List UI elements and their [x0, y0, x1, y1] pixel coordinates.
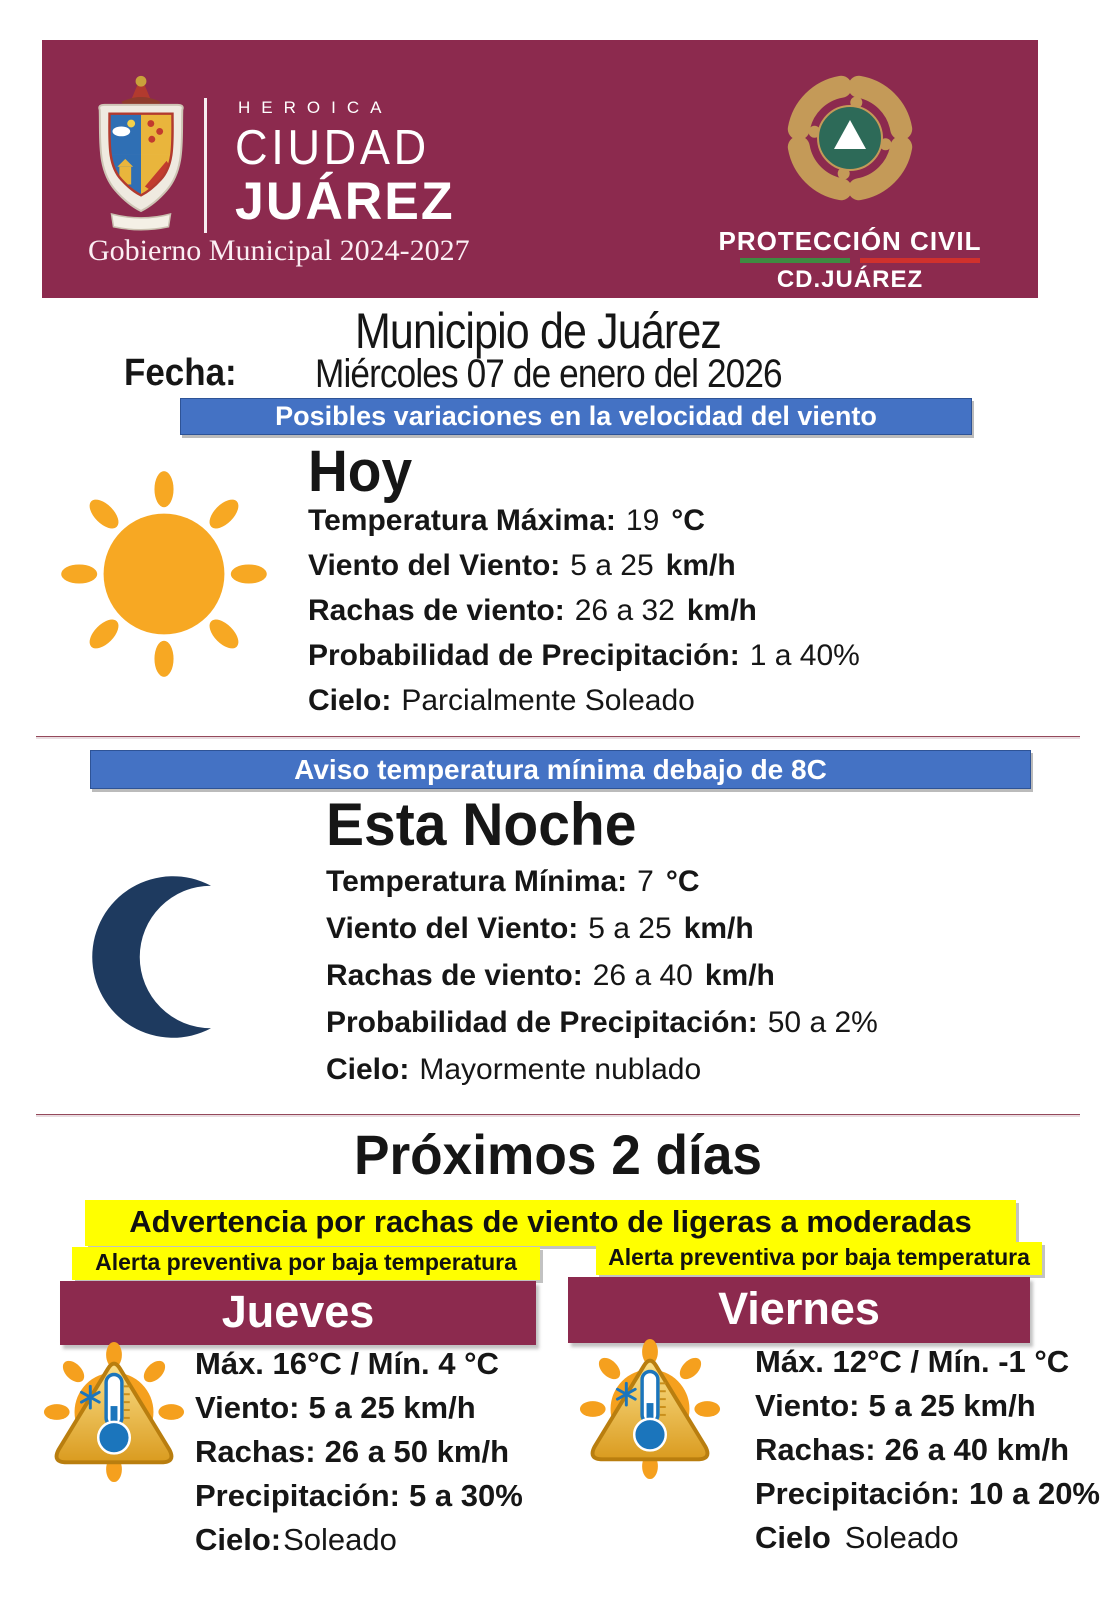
today-rows: [308, 498, 872, 723]
day-row: [755, 1384, 1100, 1428]
cold-alert-banner-viernes: Alerta preventiva por baja temperatura: [596, 1242, 1042, 1275]
gobierno-municipal-label: Gobierno Municipal 2024-2027: [88, 234, 470, 267]
pc-underline-red: [860, 258, 980, 263]
row-label: Cielo:: [326, 1053, 410, 1086]
row-label: Precipitación:: [195, 1478, 400, 1513]
row-unit: km/h: [686, 594, 757, 627]
cold-alert-sun-icon: [576, 1335, 724, 1483]
row-label: Rachas de viento:: [326, 959, 583, 992]
row-label: Cielo:: [308, 684, 392, 717]
row-value: 5 a 25 km/h: [308, 1390, 476, 1425]
row-label: Temperatura Mínima:: [326, 865, 628, 898]
min-temp-banner: Aviso temperatura mínima debajo de 8C: [90, 750, 1031, 789]
forecast-row: [326, 1046, 890, 1093]
forecast-row: [326, 858, 890, 905]
sun-icon: [58, 468, 270, 680]
row-value: Mayormente nublado: [419, 1053, 702, 1086]
row-value: 26 a 32: [574, 594, 675, 627]
row-label: Rachas:: [195, 1434, 316, 1469]
day-temp-row: Máx. 12°C / Mín. -1 °C: [755, 1344, 1070, 1379]
row-label: Rachas:: [755, 1432, 876, 1467]
day-header-jueves: Jueves: [60, 1281, 536, 1345]
row-value: Parcialmente Soleado: [401, 684, 695, 717]
tonight-rows: [326, 858, 890, 1093]
proteccion-civil-emblem-icon: [770, 58, 930, 218]
ciudad-label: CIUDAD: [235, 121, 430, 175]
cielo-row: [195, 1518, 523, 1562]
row-unit: °C: [671, 504, 705, 537]
forecast-row: [308, 633, 872, 678]
row-value: 7: [637, 865, 654, 898]
row-value: 50 a 2%: [767, 1006, 878, 1039]
row-label: Probabilidad de Precipitación:: [326, 1006, 758, 1039]
row-label: Viento:: [195, 1390, 300, 1425]
section-divider: [36, 1114, 1080, 1117]
day-row: [195, 1386, 523, 1430]
row-value: 5 a 30%: [409, 1478, 523, 1513]
row-label: Viento:: [755, 1388, 860, 1423]
day-column-jueves: [195, 1342, 523, 1562]
row-label: Cielo: [755, 1520, 831, 1555]
day-row: [755, 1428, 1100, 1472]
next-days-heading: Próximos 2 días: [353, 1123, 763, 1186]
tonight-heading: Esta Noche: [326, 791, 637, 858]
row-unit: km/h: [683, 912, 754, 945]
section-divider: [36, 736, 1080, 739]
row-value: 5 a 25: [570, 549, 654, 582]
row-value: 26 a 40: [592, 959, 693, 992]
row-unit: km/h: [665, 549, 736, 582]
row-label: Probabilidad de Precipitación:: [308, 639, 740, 672]
row-label: Temperatura Máxima:: [308, 504, 616, 537]
day-row: [195, 1430, 523, 1474]
row-label: Rachas de viento:: [308, 594, 565, 627]
forecast-row: [308, 498, 872, 543]
row-label: Cielo:: [195, 1522, 282, 1557]
wind-variation-banner: Posibles variaciones en la velocidad del viento: [180, 398, 972, 435]
juarez-label: JUÁREZ: [235, 172, 455, 231]
moon-icon: [78, 862, 268, 1052]
pc-title: PROTECCIÓN CIVIL: [718, 226, 982, 256]
row-value: 26 a 50 km/h: [324, 1434, 510, 1469]
page-title: Municipio de Juárez: [354, 303, 722, 359]
row-unit: km/h: [704, 959, 775, 992]
row-value: 10 a 20%: [969, 1476, 1100, 1511]
day-header-viernes: Viernes: [568, 1277, 1030, 1343]
day-row: [195, 1474, 523, 1518]
cielo-row: [755, 1516, 1100, 1560]
forecast-row: [326, 999, 890, 1046]
pc-subtitle: CD.JUÁREZ: [776, 266, 924, 293]
day-column-viernes: [755, 1340, 1100, 1560]
city-crest-icon: [82, 68, 200, 240]
fecha-label: Fecha:: [124, 352, 237, 394]
header-divider: [204, 98, 207, 233]
day-row: [755, 1472, 1100, 1516]
wind-warning-banner: Advertencia por rachas de viento de ligeras a moderadas: [85, 1200, 1016, 1246]
row-value: 1 a 40%: [749, 639, 860, 672]
forecast-row: [308, 543, 872, 588]
row-value: 26 a 40 km/h: [884, 1432, 1070, 1467]
forecast-row: [308, 678, 872, 723]
pc-underline-green: [740, 258, 850, 263]
header-banner: [42, 40, 1038, 298]
row-label: Viento del Viento:: [326, 912, 579, 945]
fecha-value: Miércoles 07 de enero del 2026: [315, 352, 782, 396]
row-value: Soleado: [844, 1520, 959, 1555]
row-value: 5 a 25 km/h: [868, 1388, 1036, 1423]
cold-alert-sun-icon: [40, 1338, 188, 1486]
today-heading: Hoy: [308, 439, 413, 504]
row-unit: °C: [665, 865, 700, 898]
heroica-label: HEROICA: [238, 98, 393, 117]
row-value: 5 a 25: [588, 912, 672, 945]
forecast-row: [326, 952, 890, 999]
cold-alert-banner-jueves: Alerta preventiva por baja temperatura: [72, 1247, 540, 1280]
day-temp-row: Máx. 16°C / Mín. 4 °C: [195, 1346, 499, 1381]
forecast-row: [308, 588, 872, 633]
row-label: Viento del Viento:: [308, 549, 561, 582]
forecast-row: [326, 905, 890, 952]
row-value: Soleado: [283, 1522, 397, 1557]
row-value: 19: [625, 504, 660, 537]
row-label: Precipitación:: [755, 1476, 960, 1511]
